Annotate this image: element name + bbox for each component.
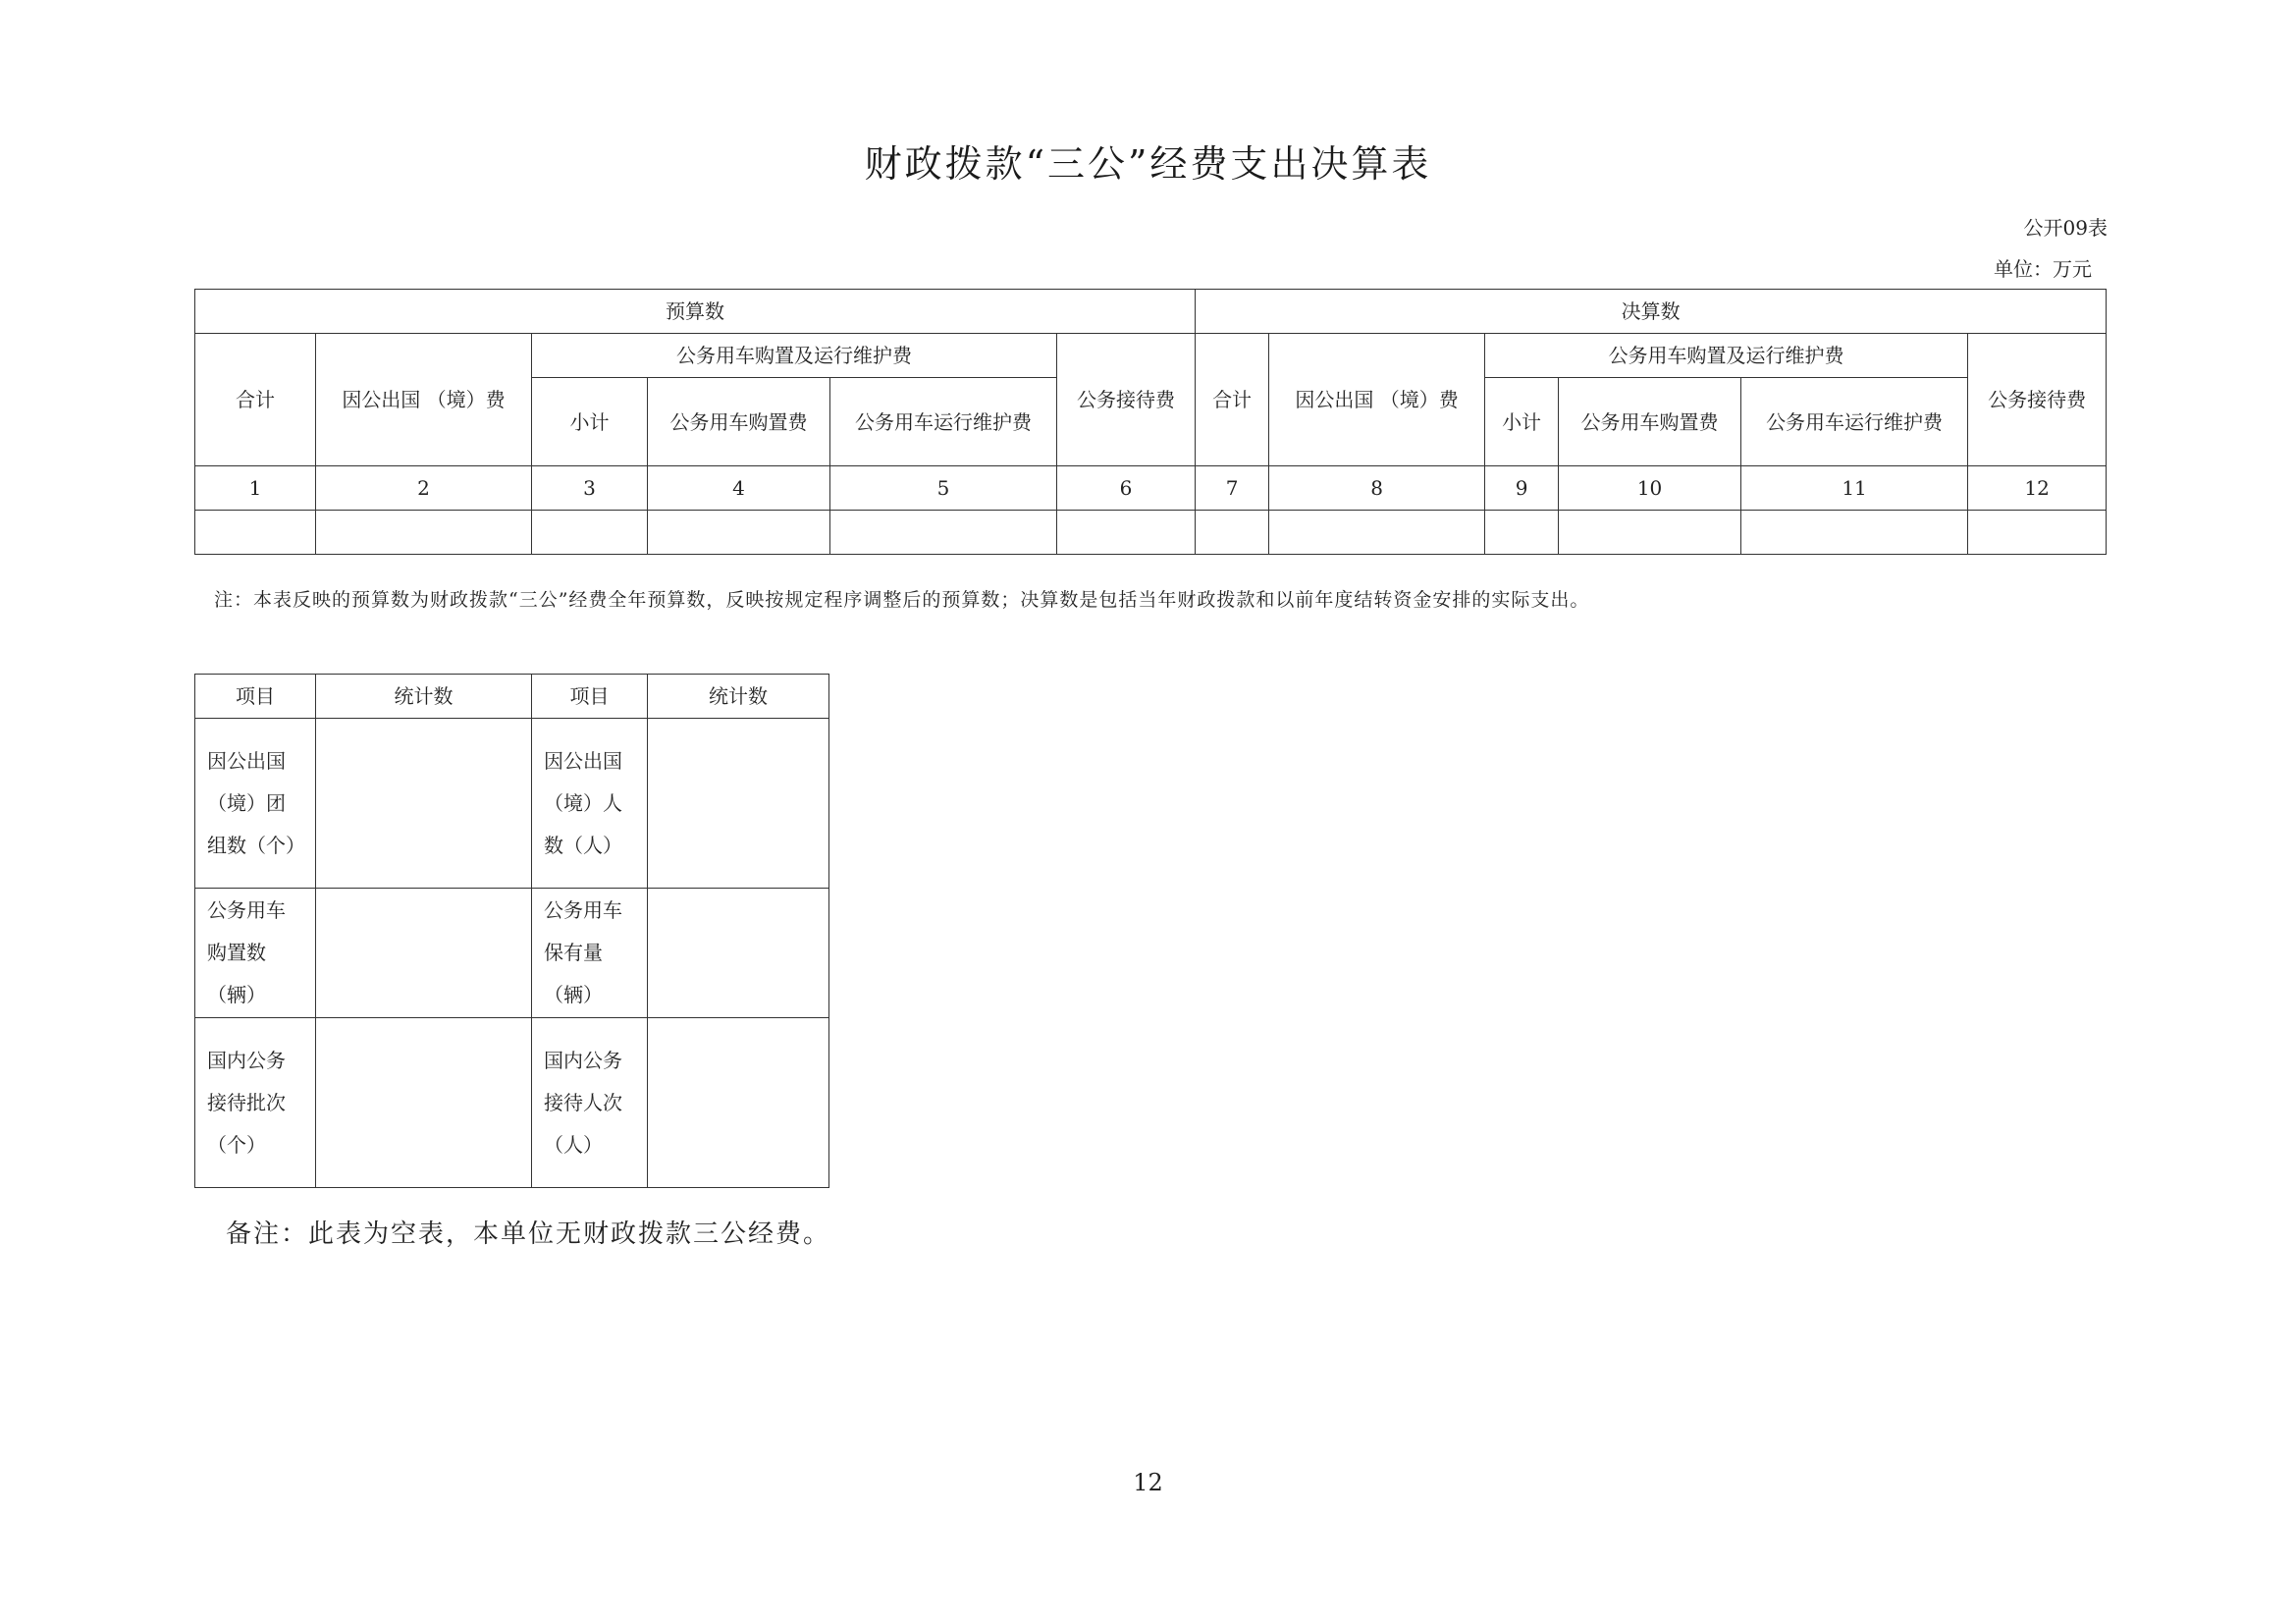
data-cell: [1485, 511, 1559, 555]
form-number: 公开09表: [2023, 216, 2108, 240]
stat-value-cell: [316, 719, 532, 889]
column-number: 9: [1485, 466, 1559, 511]
remark: 备注：此表为空表，本单位无财政拨款三公经费。: [226, 1219, 831, 1249]
column-number: 4: [648, 466, 830, 511]
data-cell: [532, 511, 648, 555]
final-vehicle-group-header: 公务用车购置及运行维护费: [1485, 334, 1968, 378]
final-reception-header: 公务接待费: [1968, 334, 2107, 466]
stat-item-label: 公务用车保有量（辆）: [532, 889, 648, 1018]
data-cell: [830, 511, 1057, 555]
stat-item-label: 国内公务接待批次（个）: [195, 1018, 316, 1188]
unit-label: 单位：万元: [1994, 257, 2092, 281]
budget-header: 预算数: [195, 290, 1196, 334]
column-number: 1: [195, 466, 316, 511]
stat-value-header: 统计数: [648, 675, 829, 719]
table-note: 注：本表反映的预算数为财政拨款“三公”经费全年预算数，反映按规定程序调整后的预算数；决算数是包括当年财政拨款和以前年度结转资金安排的实际支出。: [214, 589, 1590, 611]
stat-item-label: 因公出国（境）团组数（个）: [195, 719, 316, 889]
stat-value-cell: [648, 1018, 829, 1188]
budget-vehicle-group-header: 公务用车购置及运行维护费: [532, 334, 1057, 378]
statistics-table: [194, 674, 829, 1188]
column-number: 2: [316, 466, 532, 511]
column-number: 7: [1196, 466, 1269, 511]
budget-total-header: 合计: [195, 334, 316, 466]
expense-table: [194, 289, 2107, 555]
budget-travel-header: 因公出国 （境）费: [316, 334, 532, 466]
column-number: 8: [1269, 466, 1485, 511]
data-cell: [648, 511, 830, 555]
budget-vehicle-operation-header: 公务用车运行维护费: [830, 378, 1057, 466]
final-subtotal-header: 小计: [1485, 378, 1559, 466]
stat-value-header: 统计数: [316, 675, 532, 719]
final-vehicle-operation-header: 公务用车运行维护费: [1741, 378, 1968, 466]
data-cell: [1269, 511, 1485, 555]
column-number: 6: [1057, 466, 1196, 511]
data-cell: [195, 511, 316, 555]
column-number: 5: [830, 466, 1057, 511]
stat-value-cell: [316, 1018, 532, 1188]
final-total-header: 合计: [1196, 334, 1269, 466]
page-title: 财政拨款“三公”经费支出决算表: [864, 142, 1432, 186]
column-number: 11: [1741, 466, 1968, 511]
stat-item-label: 公务用车购置数（辆）: [195, 889, 316, 1018]
column-number: 10: [1559, 466, 1741, 511]
stat-value-cell: [648, 719, 829, 889]
stat-value-cell: [316, 889, 532, 1018]
column-number: 3: [532, 466, 648, 511]
page-number: 12: [1133, 1469, 1163, 1496]
data-cell: [1741, 511, 1968, 555]
column-number: 12: [1968, 466, 2107, 511]
stat-item-header: 项目: [195, 675, 316, 719]
data-cell: [316, 511, 532, 555]
data-cell: [1057, 511, 1196, 555]
final-vehicle-purchase-header: 公务用车购置费: [1559, 378, 1741, 466]
stat-value-cell: [648, 889, 829, 1018]
budget-reception-header: 公务接待费: [1057, 334, 1196, 466]
budget-vehicle-purchase-header: 公务用车购置费: [648, 378, 830, 466]
data-cell: [1968, 511, 2107, 555]
data-cell: [1559, 511, 1741, 555]
final-travel-header: 因公出国 （境）费: [1269, 334, 1485, 466]
final-header: 决算数: [1196, 290, 2107, 334]
data-cell: [1196, 511, 1269, 555]
budget-subtotal-header: 小计: [532, 378, 648, 466]
stat-item-header: 项目: [532, 675, 648, 719]
stat-item-label: 因公出国（境）人数（人）: [532, 719, 648, 889]
stat-item-label: 国内公务接待人次（人）: [532, 1018, 648, 1188]
